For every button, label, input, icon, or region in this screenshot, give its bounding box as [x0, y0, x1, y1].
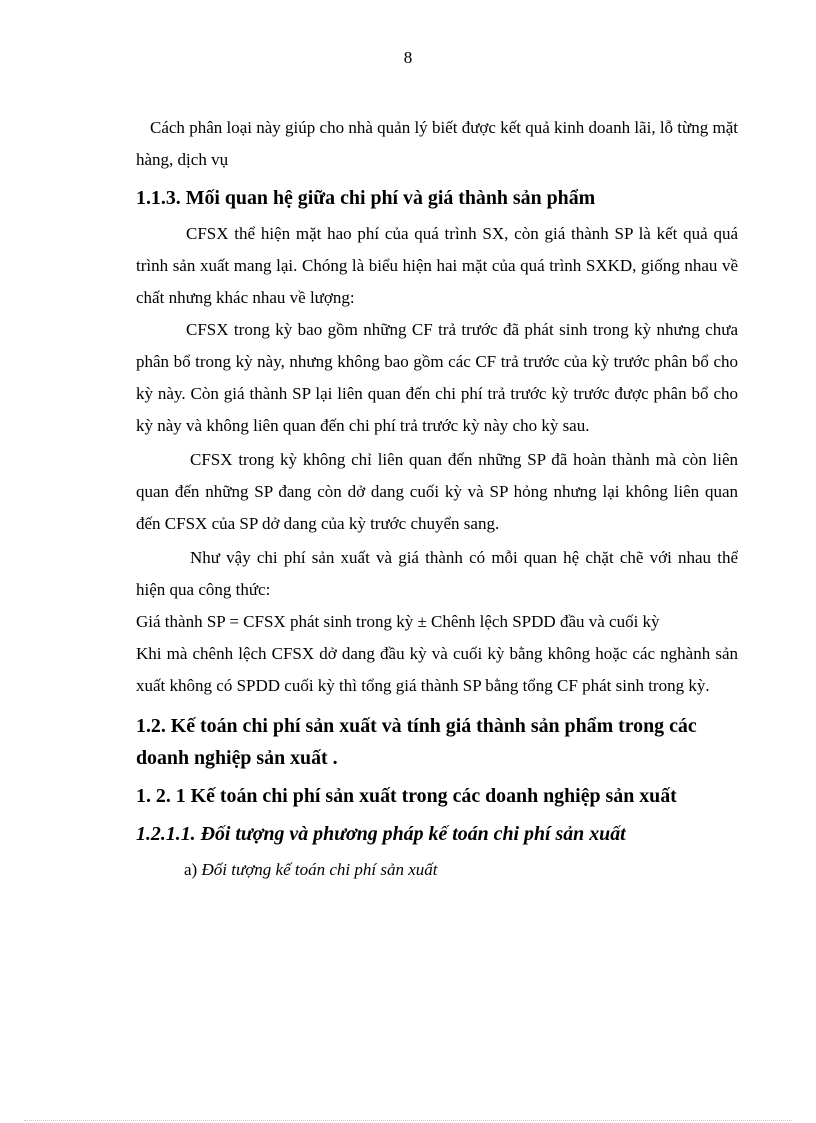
paragraph-nhu-vay: Như vậy chi phí sản xuất và giá thành có mỗi quan hệ chặt chẽ với nhau thể hiện qua công thức:	[136, 548, 738, 599]
formula-gia-thanh: Giá thành SP = CFSX phát sinh trong kỳ ± Chênh lệch SPDD đầu và cuối kỳ	[136, 612, 660, 631]
list-item-a	[136, 854, 738, 886]
list-item-text: Đối tượng kế toán chi phí sản xuất	[201, 860, 438, 879]
heading-1-1-3: 1.1.3. Mối quan hệ giữa chi phí và giá thành sản phẩm	[136, 187, 596, 209]
heading-1-2-1-1: 1.2.1.1. Đối tượng và phương pháp kế toán chi phí sản xuất	[136, 823, 626, 845]
list-item-marker: a)	[184, 860, 198, 879]
document-body	[136, 112, 738, 886]
heading-1-2-1: 1. 2. 1 Kế toán chi phí sản xuất trong các doanh nghiệp sản xuất	[136, 785, 677, 807]
paragraph-cfsx-hao-phi: CFSX thể hiện mặt hao phí của quá trình SX, còn giá thành SP là kết quả quá trình sản xuất mang lại. Chóng là biểu hiện hai mặt của quá trình SXKD, giống nhau về chất nhưng khác nhau về lượng:	[136, 224, 738, 307]
intro-paragraph: Cách phân loại này giúp cho nhà quản lý biết được kết quả kinh doanh lãi, lỗ từng mặt hàng, dịch vụ	[136, 118, 738, 169]
heading-1-2: 1.2. Kế toán chi phí sản xuất và tính giá thành sản phẩm trong các doanh nghiệp sản xuất .	[136, 715, 697, 769]
paragraph-cfsx-trong-ky: CFSX trong kỳ bao gồm những CF trả trước đã phát sinh trong kỳ nhưng chưa phân bổ trong kỳ này, nhưng không bao gồm các CF trả trước của kỳ trước phân bổ cho kỳ này. Còn giá thành SP lại liên quan đến chi phí trả trước kỳ trước được phân bổ cho kỳ này và không liên quan đến chi phí trả trước kỳ này cho kỳ sau.	[136, 320, 738, 435]
page-number: 8	[403, 48, 413, 67]
page-bottom-divider	[24, 1120, 792, 1121]
paragraph-cfsx-lien-quan: CFSX trong kỳ không chỉ liên quan đến những SP đã hoàn thành mà còn liên quan đến những SP đang còn dở dang cuối kỳ và SP hỏng nhưng lại không liên quan đến CFSX của SP dở dang của kỳ trước chuyển sang.	[136, 450, 738, 533]
paragraph-chenh-lech: Khi mà chênh lệch CFSX dở dang đầu kỳ và cuối kỳ bằng không hoặc các nghành sản xuất không có SPDD cuối kỳ thì tổng giá thành SP bằng tổng CF phát sinh trong kỳ.	[136, 644, 738, 695]
